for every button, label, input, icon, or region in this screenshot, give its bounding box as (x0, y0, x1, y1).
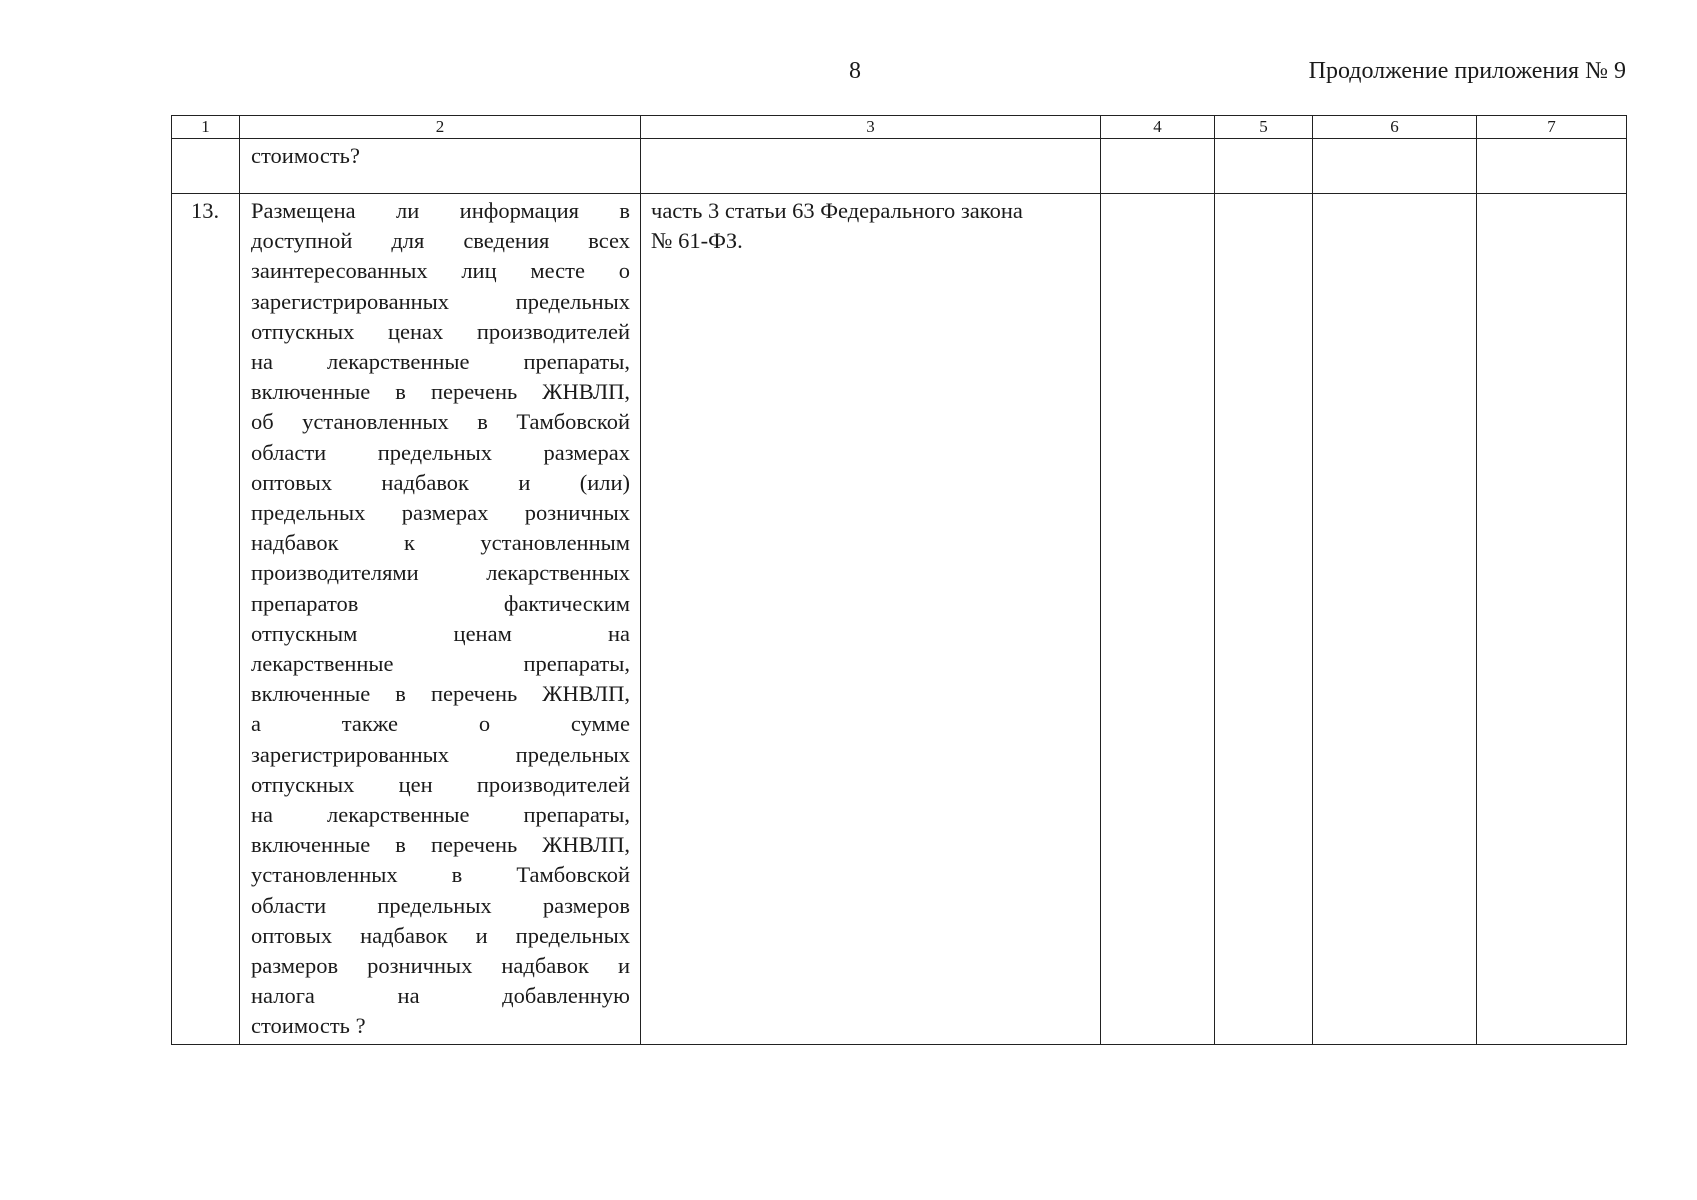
question-line: оптовых надбавок и предельных (251, 922, 630, 948)
question-continuation-text: стоимость? (251, 143, 360, 168)
legal-basis-cell (641, 139, 1101, 194)
question-line: на лекарственные препараты, (251, 802, 630, 828)
question-line: отпускных цен производителей (251, 771, 630, 797)
answer-cell (1101, 194, 1215, 1045)
question-line: заинтересованных лиц месте о (251, 258, 630, 284)
column-header-1: 1 (172, 116, 240, 139)
question-line: а также о сумме (251, 711, 630, 737)
answer-cell (1215, 194, 1313, 1045)
column-header-6: 6 (1313, 116, 1477, 139)
question-line: об установленных в Тамбовской (251, 409, 630, 435)
answer-cell (1313, 139, 1477, 194)
question-line: доступной для сведения всех (251, 228, 630, 254)
legal-basis-text (641, 194, 1100, 258)
item-number-cell (172, 194, 240, 1045)
question-line: установленных в Тамбовской (251, 862, 630, 888)
answer-cell (1477, 194, 1627, 1045)
question-line: размеров розничных надбавок и (251, 953, 630, 979)
answer-cell (1101, 139, 1215, 194)
answer-cell (1477, 139, 1627, 194)
table-row (172, 194, 1627, 1045)
table-row (172, 139, 1627, 194)
question-line: отпускным ценам на (251, 620, 630, 646)
question-line: отпускных ценах производителей (251, 318, 630, 344)
column-header-7: 7 (1477, 116, 1627, 139)
question-line: зарегистрированных предельных (251, 288, 630, 314)
question-line: включенные в перечень ЖНВЛП, (251, 832, 630, 858)
question-line: налога на добавленную (251, 983, 630, 1009)
question-line: области предельных размерах (251, 439, 630, 465)
answer-cell (1313, 194, 1477, 1045)
question-line: производителями лекарственных (251, 560, 630, 586)
answer-cell (1215, 139, 1313, 194)
item-number: 13. (191, 198, 220, 223)
question-line: лекарственные препараты, (251, 651, 630, 677)
question-line: включенные в перечень ЖНВЛП, (251, 681, 630, 707)
question-line: предельных размерах розничных (251, 500, 630, 526)
question-line: области предельных размеров (251, 892, 630, 918)
column-header-2: 2 (240, 116, 641, 139)
question-line: оптовых надбавок и (или) (251, 469, 630, 495)
legal-basis-cell (641, 194, 1101, 1045)
question-line: препаратов фактическим (251, 590, 630, 616)
question-line: Размещена ли информация в (251, 198, 630, 223)
question-cell (240, 139, 641, 194)
appendix-continuation-label: Продолжение приложения № 9 (1308, 58, 1626, 84)
question-cell (240, 194, 641, 1045)
legal-basis-line: № 61-ФЗ. (651, 228, 743, 254)
checklist-table (171, 115, 1627, 1045)
question-line: зарегистрированных предельных (251, 741, 630, 767)
item-number-cell (172, 139, 240, 194)
question-line: на лекарственные препараты, (251, 349, 630, 375)
page-number: 8 (849, 58, 861, 84)
legal-basis-line: часть 3 статьи 63 Федерального закона (651, 198, 1023, 223)
question-line: надбавок к установленным (251, 530, 630, 556)
column-header-3: 3 (641, 116, 1101, 139)
question-line: включенные в перечень ЖНВЛП, (251, 379, 630, 405)
column-header-5: 5 (1215, 116, 1313, 139)
question-line: стоимость ? (251, 1013, 366, 1039)
question-text (240, 194, 640, 1044)
column-header-4: 4 (1101, 116, 1215, 139)
column-number-row (172, 116, 1627, 139)
